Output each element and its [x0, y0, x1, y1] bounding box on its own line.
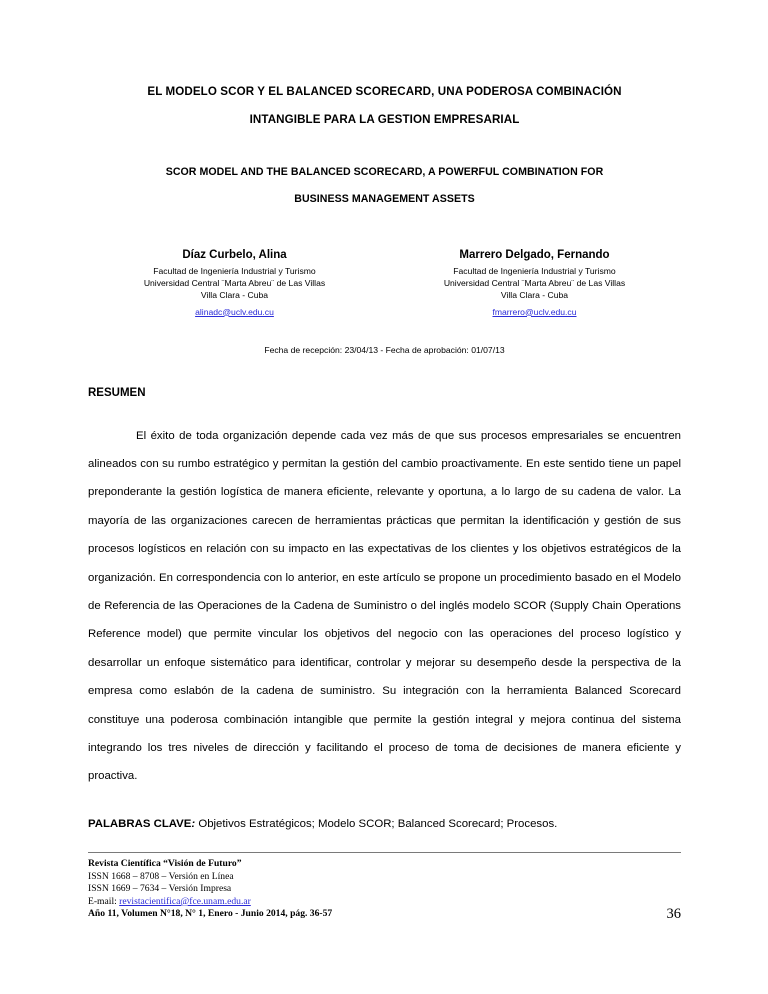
author-entry — [111, 247, 359, 320]
title-english-line-2: BUSINESS MANAGEMENT ASSETS — [294, 193, 475, 205]
author-name: Marrero Delgado, Fernando — [459, 249, 610, 261]
author-entry — [411, 247, 659, 320]
submission-dates: Fecha de recepción: 23/04/13 - Fecha de aprobación: 01/07/13 — [264, 344, 505, 355]
keywords-colon: : — [191, 817, 196, 830]
author-faculty: Facultad de Ingeniería Industrial y Turismo — [153, 266, 316, 276]
footer-journal-name: Revista Científica “Visión de Futuro” — [88, 858, 242, 869]
author-location: Villa Clara - Cuba — [500, 290, 569, 301]
footer-issn-online: ISSN 1668 – 8708 – Versión en Línea — [88, 870, 234, 882]
title-english-line-1: SCOR MODEL AND THE BALANCED SCORECARD, A POWERFUL COMBINATION FOR — [165, 166, 604, 178]
author-university: Universidad Central ¨Marta Abreu¨ de Las Villas — [143, 278, 326, 289]
keywords-list: Objetivos Estratégicos; Modelo SCOR; Balanced Scorecard; Procesos. — [195, 817, 558, 830]
author-location: Villa Clara - Cuba — [200, 290, 269, 301]
footer-divider — [88, 852, 681, 853]
title-spanish-line-2: INTANGIBLE PARA LA GESTION EMPRESARIAL — [249, 113, 520, 126]
keywords-label: PALABRAS CLAVE — [88, 817, 192, 830]
footer-email-label: E-mail: — [88, 895, 120, 907]
footer-issn-print: ISSN 1669 – 7634 – Versión Impresa — [88, 883, 232, 895]
title-spanish-line-1: EL MODELO SCOR Y EL BALANCED SCORECARD, UNA PODEROSA COMBINACIÓN — [147, 85, 622, 98]
title-spanish — [88, 78, 681, 134]
page-number: 36 — [666, 906, 681, 922]
author-name: Díaz Curbelo, Alina — [182, 249, 287, 261]
footer-email-link[interactable]: revistacientifica@fce.unam.edu.ar — [119, 895, 251, 907]
page-content — [88, 0, 681, 838]
abstract-heading: RESUMEN — [88, 386, 146, 399]
author-block — [88, 247, 681, 320]
title-english — [88, 159, 681, 213]
footer-issue-info: Año 11, Volumen N°18, N° 1, Enero - Junio 2014, pág. 36-57 — [88, 908, 333, 920]
keywords-block — [88, 810, 681, 838]
abstract-body: El éxito de toda organización depende cada vez más de que sus procesos empresariales se encuentren alineados con su rumbo estratégico y permitan la gestión del cambio proactivamente. En este sentido tiene un papel preponderante la gestión logística de manera eficiente, relevante y oportuna, a lo largo de su cadena de valor. La mayoría de las organizaciones carecen de herramientas prácticas que permitan la identificación y gestión de sus procesos logísticos en relación con su impacto en las expectativas de los clientes y los objetivos estratégicos de la organización. En correspondencia con lo anterior, en este artículo se propone un procedimiento basado en el Modelo de Referencia de las Operaciones de la Cadena de Suministro o del inglés modelo SCOR (Supply Chain Operations Reference model) que permite vincular los objetivos del negocio con las operaciones del proceso logístico y desarrollar un enfoque sistemático para identificar, controlar y mejorar su desempeño desde la perspectiva de la empresa como eslabón de la cadena de suministro. Su integración con la herramienta Balanced Scorecard constituye una poderosa combinación intangible que permite la gestión integral y mejora continua del sistema integrando los tres niveles de dirección y facilitando el proceso de toma de decisiones de manera eficiente y proactiva. — [88, 429, 681, 783]
author-email-link[interactable]: fmarrero@uclv.edu.cu — [492, 306, 577, 317]
author-email-link[interactable]: alinadc@uclv.edu.cu — [195, 306, 274, 317]
author-university: Universidad Central ¨Marta Abreu¨ de Las Villas — [443, 278, 626, 289]
author-faculty: Facultad de Ingeniería Industrial y Turismo — [453, 266, 616, 276]
